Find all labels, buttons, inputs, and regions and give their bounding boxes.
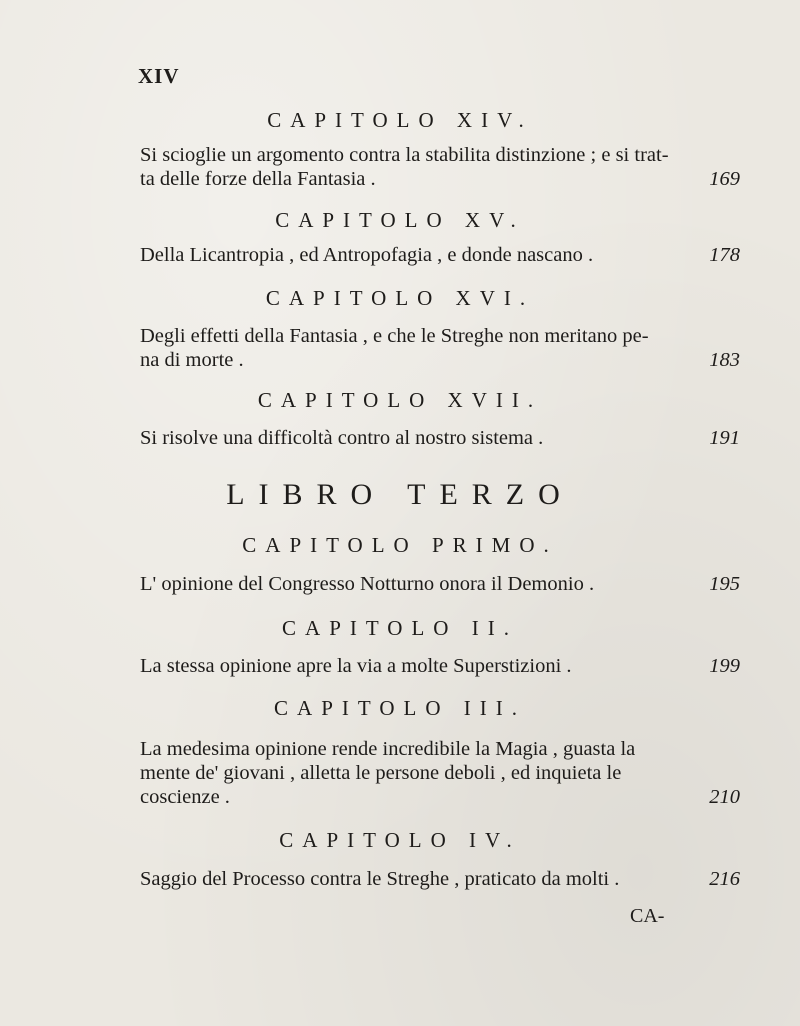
chapter-heading: CAPITOLO IV. bbox=[279, 828, 521, 852]
toc-entry bbox=[140, 324, 740, 372]
page-number: 169 bbox=[709, 168, 740, 190]
toc-entry bbox=[140, 243, 740, 267]
catchword: CA- bbox=[630, 905, 665, 927]
book-heading: LIBRO TERZO bbox=[226, 478, 574, 511]
entry-line-last bbox=[140, 572, 740, 596]
chapter-heading: CAPITOLO PRIMO. bbox=[242, 533, 558, 557]
chapter-heading: CAPITOLO III. bbox=[274, 696, 526, 720]
toc-entry bbox=[140, 426, 740, 450]
page-number: 183 bbox=[709, 349, 740, 371]
page-number: 216 bbox=[709, 868, 740, 890]
entry-line-last bbox=[140, 243, 740, 267]
chapter-heading: CAPITOLO XVI. bbox=[265, 286, 535, 310]
chapter-heading: CAPITOLO II. bbox=[282, 616, 518, 640]
toc-entry bbox=[140, 143, 740, 191]
page-header-numeral: XIV bbox=[138, 64, 180, 88]
toc-entry bbox=[140, 867, 740, 891]
toc-entry bbox=[140, 737, 740, 809]
page-number: 195 bbox=[709, 573, 740, 595]
entry-line: Si scioglie un argomento contra la stabilita distinzione ; e si trat- bbox=[140, 144, 669, 166]
entry-line-last bbox=[140, 785, 740, 809]
entry-line-text: na di morte . bbox=[140, 349, 244, 371]
entry-line-last bbox=[140, 348, 740, 372]
entry-line: mente de' giovani , alletta le persone deboli , ed inquieta le bbox=[140, 762, 622, 784]
entry-line-text: Della Licantropia , ed Antropofagia , e donde nascano . bbox=[140, 244, 594, 266]
entry-line-text: La stessa opinione apre la via a molte Superstizioni . bbox=[140, 655, 572, 677]
entry-line-text: coscienze . bbox=[140, 786, 230, 808]
entry-line-text: Si risolve una difficoltà contro al nostro sistema . bbox=[140, 427, 544, 449]
toc-entry bbox=[140, 572, 740, 596]
chapter-heading: CAPITOLO XV. bbox=[275, 208, 525, 232]
entry-line: La medesima opinione rende incredibile la Magia , guasta la bbox=[140, 738, 636, 760]
chapter-heading: CAPITOLO XIV. bbox=[267, 108, 533, 132]
entry-line-last bbox=[140, 654, 740, 678]
entry-line: Degli effetti della Fantasia , e che le Streghe non meritano pe- bbox=[140, 325, 649, 347]
page-number: 178 bbox=[709, 244, 740, 266]
page-number: 199 bbox=[709, 655, 740, 677]
entry-line-text: Saggio del Processo contra le Streghe , praticato da molti . bbox=[140, 868, 620, 890]
page-number: 210 bbox=[709, 786, 740, 808]
entry-line-last bbox=[140, 426, 740, 450]
page-number: 191 bbox=[709, 427, 740, 449]
chapter-heading: CAPITOLO XVII. bbox=[257, 388, 543, 412]
entry-line-text: ta delle forze della Fantasia . bbox=[140, 168, 376, 190]
entry-line-text: L' opinione del Congresso Notturno onora il Demonio . bbox=[140, 573, 595, 595]
entry-line-last bbox=[140, 867, 740, 891]
toc-entry bbox=[140, 654, 740, 678]
entry-line-last bbox=[140, 167, 740, 191]
